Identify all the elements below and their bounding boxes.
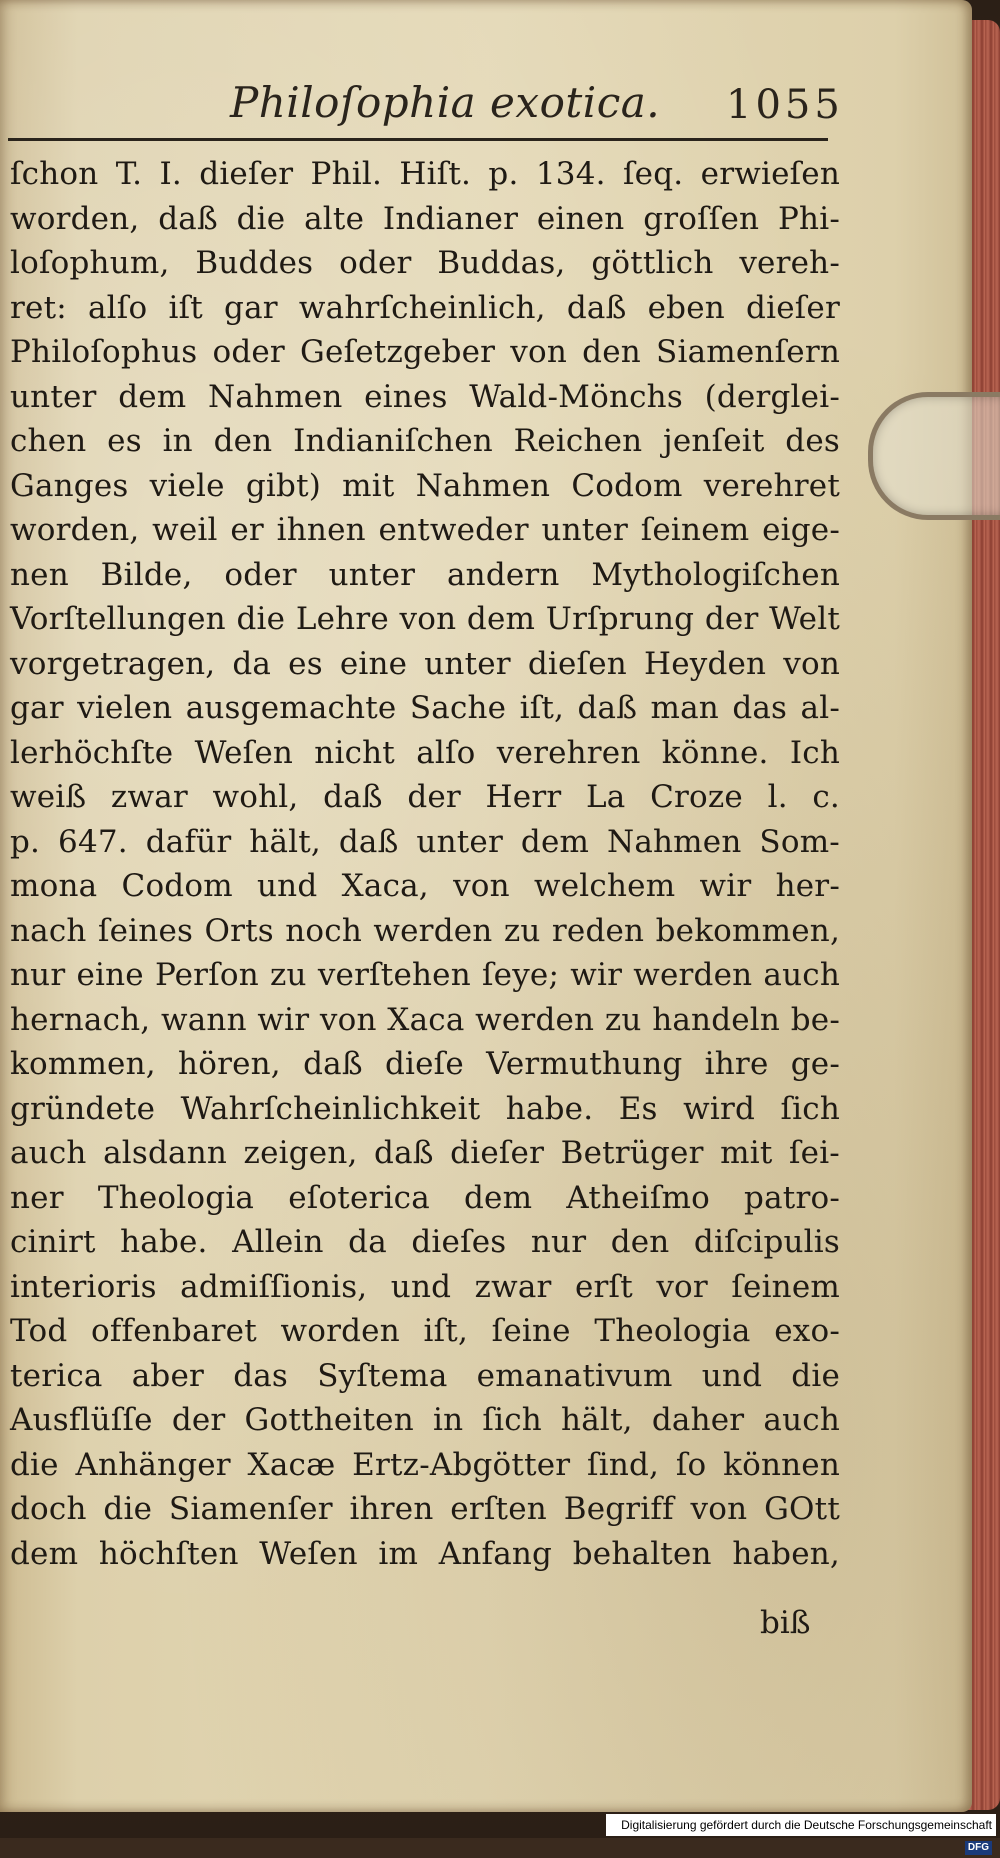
text-line: mona Codom und Xaca, von welchem wir her- xyxy=(10,868,840,904)
text-line: terica aber das Syſtema emanativum und die xyxy=(10,1357,840,1394)
page-clip xyxy=(868,392,1000,520)
catchword: biß xyxy=(760,1605,811,1641)
text-line: worden, daß die alte Indianer einen groſſen Phi- xyxy=(10,200,840,237)
text-line: Ausflüſſe der Gottheiten in ſich hält, daher auch xyxy=(10,1402,840,1438)
text-line: hernach, wann wir von Xaca werden zu handeln be- xyxy=(10,1001,840,1038)
text-line: lerhöchſte Weſen nicht alſo verehren könne. Ich xyxy=(10,734,840,771)
text-line: nur eine Perſon zu verſtehen ſeye; wir werden auch xyxy=(10,957,840,993)
text-line: doch die Siamenſer ihren erſten Begriff von GOtt xyxy=(10,1491,840,1527)
text-line: interioris admiſſionis, und zwar erſt vor ſeinem xyxy=(10,1268,840,1305)
text-line: weiß zwar wohl, daß der Herr La Croze l. c. xyxy=(10,779,840,815)
text-line: p. 647. dafür hält, daß unter dem Nahmen Som- xyxy=(10,823,840,860)
text-line: kommen, hören, daß dieſe Vermuthung ihre ge- xyxy=(10,1046,840,1082)
text-line: die Anhänger Xacæ Ertz-Abgötter ſind, ſo können xyxy=(10,1446,840,1483)
text-line: vorgetragen, da es eine unter dieſen Heyden von xyxy=(10,645,840,682)
text-line: Vorſtellungen die Lehre von dem Urſprung der Welt xyxy=(10,601,840,637)
text-line: ret: alſo iſt gar wahrſcheinlich, daß eben dieſer xyxy=(10,289,840,326)
text-line: nach ſeines Orts noch werden zu reden bekommen, xyxy=(10,912,840,949)
text-line: Tod offenbaret worden iſt, ſeine Theologia exo- xyxy=(10,1313,840,1349)
text-line: gar vielen ausgemachte Sache iſt, daß man das al- xyxy=(10,690,840,726)
text-line: Ganges viele gibt) mit Nahmen Codom verehret xyxy=(10,467,840,504)
text-line: nen Bilde, oder unter andern Mythologiſchen xyxy=(10,556,840,593)
text-line: gründete Wahrſcheinlichkeit habe. Es wird ſich xyxy=(10,1090,840,1127)
body-text xyxy=(10,152,840,1576)
text-line: loſophum, Buddes oder Buddas, göttlich vereh- xyxy=(10,245,840,281)
text-line: auch alsdann zeigen, daß dieſer Betrüger mit ſei- xyxy=(10,1135,840,1171)
credit-text: Digitalisierung gefördert durch die Deutsche Forschungsgemeinschaft xyxy=(621,1818,992,1832)
header-rule xyxy=(8,138,828,141)
page-header xyxy=(40,78,844,138)
text-line: dem höchſten Weſen im Anfang behalten haben, xyxy=(10,1535,840,1572)
text-line: ner Theologia eſoterica dem Atheiſmo patro- xyxy=(10,1179,840,1216)
text-line: unter dem Nahmen eines Wald-Mönchs (derglei- xyxy=(10,378,840,415)
text-line: ſchon T. I. dieſer Phil. Hiſt. p. 134. ſeq. erwieſen xyxy=(10,156,840,192)
text-line: Philoſophus oder Geſetzgeber von den Siamenſern xyxy=(10,334,840,370)
dfg-logo: DFG xyxy=(965,1841,992,1855)
text-line: chen es in den Indianiſchen Reichen jenſeit des xyxy=(10,423,840,459)
text-line: cinirt habe. Allein da dieſes nur den diſcipulis xyxy=(10,1224,840,1260)
text-line: worden, weil er ihnen entweder unter ſeinem eige- xyxy=(10,512,840,548)
digitization-credit xyxy=(606,1814,996,1853)
running-title: Philoſophia exotica. xyxy=(230,78,661,127)
page-number: 1055 xyxy=(726,82,844,128)
